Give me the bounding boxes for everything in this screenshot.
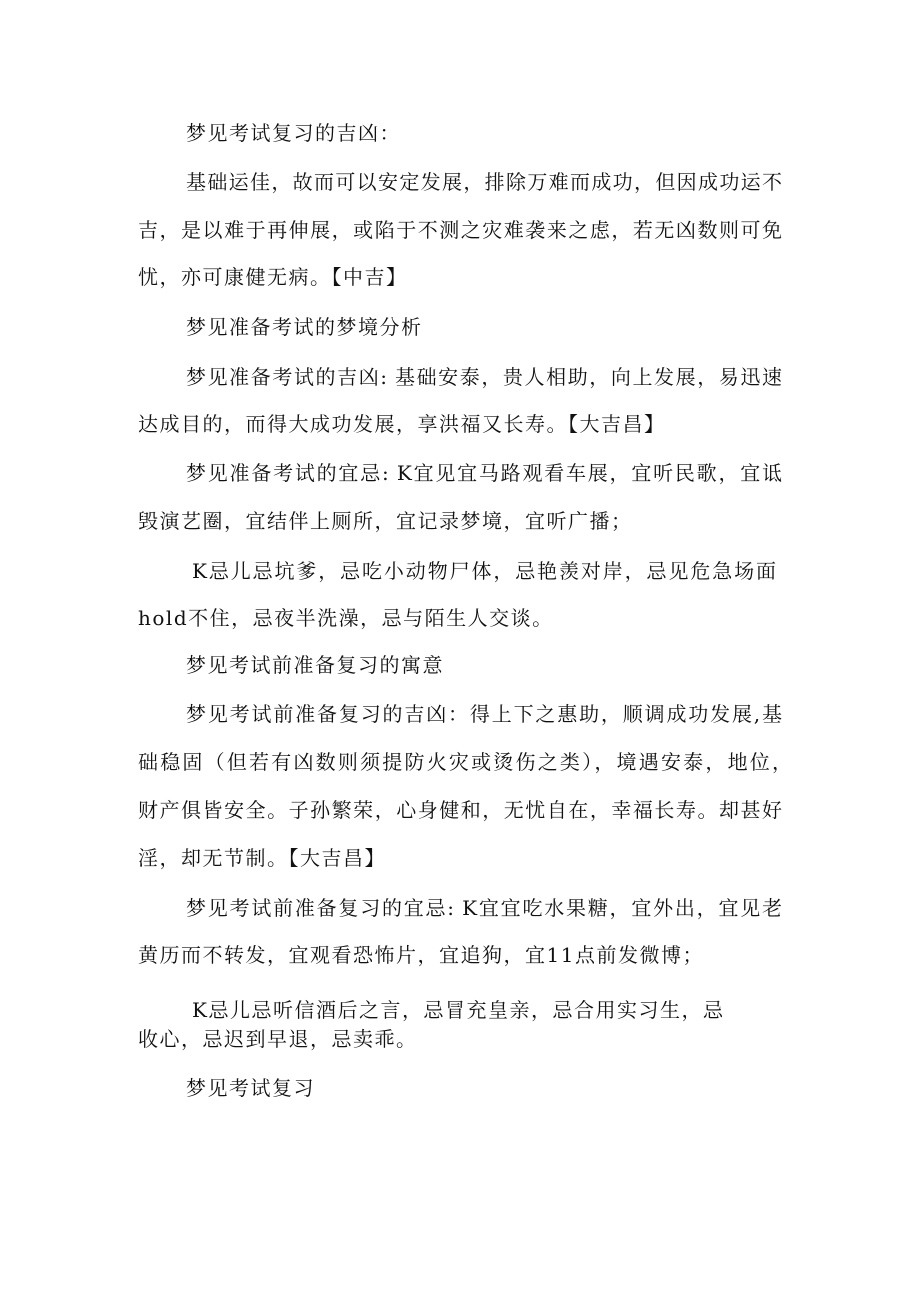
- body-line: K忌儿忌听信酒后之言，忌冒充皇亲，忌合用实习生，忌: [192, 998, 725, 1022]
- body-line: 毁演艺圈，宜结伴上厕所，宜记录梦境，宜听广播；: [138, 509, 633, 533]
- body-line: 梦见准备考试的吉凶: 基础安泰，贵人相助，向上发展，易迅速: [186, 365, 782, 389]
- body-line: 梦见准备考试的宜忌: K宜见宜马路观看车展，宜听民歌，宜诋: [186, 461, 782, 485]
- body-line: 财产俱皆安全。子孙繁荣，心身健和，无忧自在，幸福长寿。却甚好: [138, 798, 782, 822]
- section-heading: 梦见考试前准备复习的寓意: [186, 653, 444, 677]
- section-heading: 梦见考试复习的吉凶：: [186, 121, 401, 145]
- body-line: 淫，却无节制。【大吉昌】: [138, 846, 386, 870]
- body-line: 梦见考试前准备复习的吉凶：得上下之惠助，顺调成功发展,基: [186, 702, 782, 726]
- body-line: 基础运佳，故而可以安定发展，排除万难而成功，但因成功运不: [186, 170, 782, 194]
- body-line: 黄历而不转发，宜观看恐怖片，宜追狗，宜11点前发微博；: [138, 943, 704, 967]
- section-heading: 梦见准备考试的梦境分析: [186, 315, 423, 339]
- body-line: 吉，是以难于再伸展，或陷于不测之灾难袭来之虑，若无凶数则可免: [138, 218, 782, 242]
- body-line: hold不住，忌夜半洗澡，忌与陌生人交谈。: [138, 606, 554, 630]
- section-heading: 梦见考试复习: [186, 1076, 315, 1100]
- body-line: 达成目的，而得大成功发展，享洪福又长寿。【大吉昌】: [138, 412, 666, 436]
- body-line: 收心，忌迟到早退，忌卖乖。: [138, 1027, 418, 1051]
- body-line: 忧，亦可康健无病。【中吉】: [138, 265, 408, 289]
- body-line: 梦见考试前准备复习的宜忌: K宜宜吃水果糖，宜外出，宜见老: [186, 896, 782, 920]
- body-line: K忌儿忌坑爹，忌吃小动物尸体，忌艳羡对岸，忌见危急场面: [192, 559, 776, 583]
- body-line: 础稳固（但若有凶数则须提防火灾或烫伤之类），境遇安泰，地位，: [138, 750, 792, 774]
